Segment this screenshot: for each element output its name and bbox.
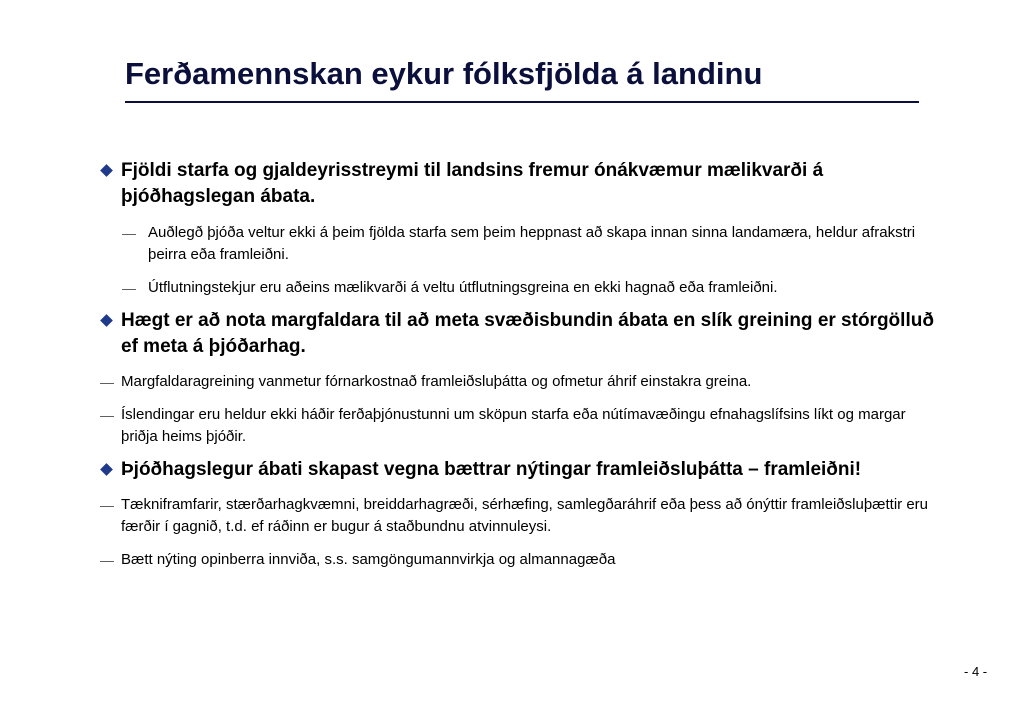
sub-bullet-3-2 [100, 549, 940, 571]
slide-content [100, 158, 940, 571]
sub-bullet-2-2 [100, 404, 940, 448]
diamond-bullet-icon [100, 314, 113, 327]
dash-icon: — [100, 552, 114, 568]
sub-bullet-text: Útflutningstekjur eru aðeins mælikvarði á veltu útflutningsgreina en ekki hagnað eða framleiðni. [148, 279, 778, 296]
sub-bullet-text: Bætt nýting opinberra innviða, s.s. samgöngumannvirkja og almannagæða [121, 551, 616, 568]
bullet-3 [100, 457, 940, 483]
dash-icon: — [122, 225, 136, 241]
diamond-bullet-icon [100, 463, 113, 476]
sub-bullet-text: Margfaldaragreining vanmetur fórnarkostnað framleiðsluþátta og ofmetur áhrif einstakra greina. [121, 373, 752, 390]
diamond-bullet-icon [100, 164, 113, 177]
dash-icon: — [100, 374, 114, 390]
slide-title: Ferðamennskan eykur fólksfjölda á landinu [125, 56, 763, 91]
sub-bullet-1-2 [100, 277, 940, 299]
bullet-3-text: Þjóðhagslegur ábati skapast vegna bættrar nýtingar framleiðsluþátta – framleiðni! [121, 459, 862, 480]
bullet-1-text: Fjöldi starfa og gjaldeyrisstreymi til landsins fremur ónákvæmur mælikvarði á þjóðhagslegan ábata. [121, 160, 824, 207]
bullet-2 [100, 308, 940, 360]
bullet-2-text: Hægt er að nota margfaldara til að meta svæðisbundin ábata en slík greining er stórgölluð ef meta á þjóðarhag. [121, 310, 934, 357]
dash-icon: — [100, 497, 114, 513]
dash-icon: — [100, 407, 114, 423]
sub-bullet-3-1 [100, 494, 940, 538]
sub-bullet-1-1 [100, 222, 940, 266]
page-number: - 4 - [964, 664, 988, 679]
sub-bullet-text: Tækniframfarir, stærðarhagkvæmni, breiddarhagræði, sérhæfing, samlegðaráhrif eða þess að ónýttir framleiðsluþættir eru færðir í gagnið, t.d. ef ráðinn er bugur á staðbundnu atvinnuleysi. [121, 496, 929, 535]
title-divider [125, 101, 919, 103]
sub-bullet-text: Auðlegð þjóða veltur ekki á þeim fjölda starfa sem þeim heppnast að skapa innan sinna landamæra, heldur afrakstri þeirra eða framleiðni. [148, 224, 916, 263]
sub-bullet-text: Íslendingar eru heldur ekki háðir ferðaþjónustunni um sköpun starfa eða nútímavæðingu efnahagslífsins líkt og margar þriðja heims þjóðir. [121, 406, 906, 445]
bullet-1 [100, 158, 940, 210]
sub-bullet-2-1 [100, 371, 940, 393]
dash-icon: — [122, 280, 136, 296]
